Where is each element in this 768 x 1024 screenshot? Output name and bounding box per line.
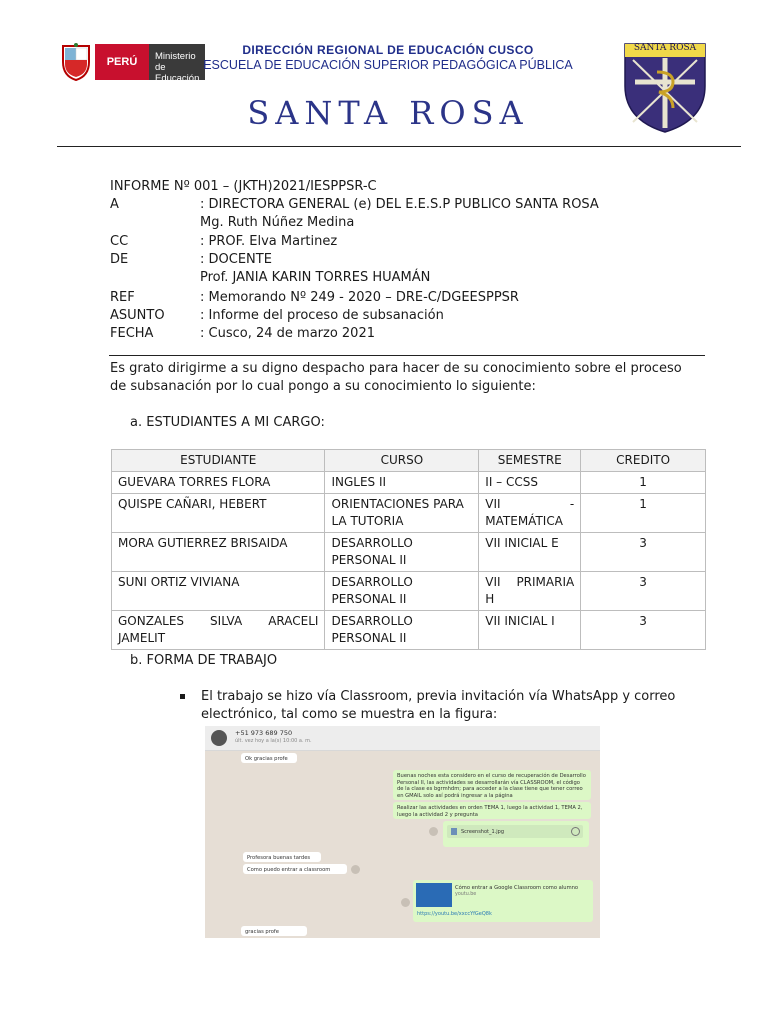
- meta-label-ref: REF: [110, 290, 135, 305]
- intro-line-2: de subsanación por lo cual pongo a su conocimiento lo siguiente:: [110, 379, 536, 394]
- cell-course: DESARROLLO PERSONAL II: [325, 572, 479, 611]
- cell-course: ORIENTACIONES PARA LA TUTORIA: [325, 494, 479, 533]
- link-message: [413, 880, 593, 922]
- message-out: Buenas noches esta considero en el curso de recuperación de Desarrollo Personal II, las actividades se desarrollarán vía CLASSROOM, el código de la clase es bgrmhdm; para acceder a la clase tiene que tener correo en GMAIL solo así podrá ingresar a la página: [393, 770, 591, 800]
- regional-direction-title: DIRECCIÓN REGIONAL DE EDUCACIÓN CUSCO: [242, 43, 534, 57]
- bullet-line-2: electrónico, tal como se muestra en la figura:: [201, 707, 498, 722]
- last-seen: últ. vez hoy a la(s) 10:00 a. m.: [235, 738, 312, 744]
- peru-coat-of-arms-icon: [59, 42, 93, 82]
- meta-label-fecha: FECHA: [110, 326, 154, 341]
- cell-student: SUNI ORTIZ VIVIANA: [112, 572, 325, 611]
- cell-student: QUISPE CAÑARI, HEBERT: [112, 494, 325, 533]
- message-in: Ok gracias profe: [241, 753, 297, 763]
- cell-semester: VII INICIAL E: [479, 533, 581, 572]
- ministry-label: Ministerio de Educación: [149, 44, 205, 80]
- school-type-title: ESCUELA DE EDUCACIÓN SUPERIOR PEDAGÓGICA PÚBLICA: [203, 58, 573, 72]
- table-row: [112, 472, 706, 494]
- bullet-square-icon: [180, 694, 185, 699]
- whatsapp-screenshot: [205, 726, 600, 938]
- table-row: [112, 494, 706, 533]
- cell-semester: VII - MATEMÁTICA: [479, 494, 581, 533]
- meta-value-cc: : PROF. Elva Martinez: [200, 234, 338, 249]
- link-source: youtu.be: [455, 892, 477, 897]
- meta-label-de: DE: [110, 252, 129, 267]
- link-title: Cómo entrar a Google Classroom como alumno: [455, 885, 579, 891]
- cell-course: INGLES II: [325, 472, 479, 494]
- report-number: INFORME Nº 001 – (JKTH)2021/IESPPSR-C: [110, 179, 377, 194]
- school-name: SANTA ROSA: [247, 94, 529, 132]
- peru-ministry-logo: [59, 42, 205, 82]
- cell-credit: 3: [581, 533, 706, 572]
- col-header-student: ESTUDIANTE: [112, 450, 325, 472]
- cell-course: DESARROLLO PERSONAL II: [325, 533, 479, 572]
- forward-icon: [429, 827, 438, 836]
- cell-semester: VII INICIAL I: [479, 611, 581, 650]
- download-icon: [571, 827, 580, 836]
- link-thumbnail: [416, 883, 452, 907]
- intro-line-1: Es grato dirigirme a su digno despacho para hacer de su conocimiento sobre el proceso: [110, 361, 682, 376]
- contact-avatar: [211, 730, 227, 746]
- forward-icon: [401, 898, 410, 907]
- santa-rosa-crest: [623, 42, 707, 134]
- meta-value-asunto: : Informe del proceso de subsanación: [200, 308, 444, 323]
- peru-label: PERÚ: [95, 44, 149, 80]
- cell-student: MORA GUTIERREZ BRISAIDA: [112, 533, 325, 572]
- meta-label-cc: CC: [110, 234, 129, 249]
- file-icon: [451, 828, 457, 835]
- message-in: gracias profe: [241, 926, 307, 936]
- students-table: [111, 449, 706, 650]
- message-out: Realizar las actividades en orden TEMA 1, luego la actividad 1, TEMA 2, luego la actividad 2 y pregunta: [393, 802, 591, 819]
- chat-header: [205, 726, 600, 751]
- cell-credit: 3: [581, 611, 706, 650]
- meta-label-a: A: [110, 197, 119, 212]
- file-attachment: [447, 825, 583, 838]
- cell-credit: 1: [581, 494, 706, 533]
- bullet-line-1: El trabajo se hizo vía Classroom, previa invitación vía WhatsApp y correo: [201, 689, 676, 704]
- cell-credit: 3: [581, 572, 706, 611]
- cell-credit: 1: [581, 472, 706, 494]
- col-header-semester: SEMESTRE: [479, 450, 581, 472]
- col-header-credit: CREDITO: [581, 450, 706, 472]
- meta-value-de-name: Prof. JANIA KARIN TORRES HUAMÁN: [200, 270, 431, 285]
- table-row: [112, 572, 706, 611]
- meta-value-fecha: : Cusco, 24 de marzo 2021: [200, 326, 375, 341]
- file-message: [443, 821, 589, 847]
- cell-student: GONZALES SILVA ARACELI JAMELIT: [112, 611, 325, 650]
- message-in: Como puedo entrar a classroom: [243, 864, 347, 874]
- meta-value-ref: : Memorando Nº 249 - 2020 – DRE-C/DGEESPPSR: [200, 290, 519, 305]
- cell-semester: II – CCSS: [479, 472, 581, 494]
- col-header-course: CURSO: [325, 450, 479, 472]
- cell-semester: VII PRIMARIA H: [479, 572, 581, 611]
- cell-course: DESARROLLO PERSONAL II: [325, 611, 479, 650]
- santa-rosa-crest-icon: [623, 42, 707, 134]
- table-header-row: [112, 450, 706, 472]
- meta-label-asunto: ASUNTO: [110, 308, 165, 323]
- link-url: https://youtu.be/xxccYfGeQ8k: [417, 911, 492, 917]
- section-b-heading: b. FORMA DE TRABAJO: [130, 653, 278, 668]
- meta-value-de: : DOCENTE: [200, 252, 272, 267]
- table-row: [112, 533, 706, 572]
- section-a-heading: a. ESTUDIANTES A MI CARGO:: [130, 415, 325, 430]
- crest-label: SANTA ROSA: [633, 43, 697, 53]
- meta-value-a: : DIRECTORA GENERAL (e) DEL E.E.S.P PUBLICO SANTA ROSA: [200, 197, 599, 212]
- cell-student: GUEVARA TORRES FLORA: [112, 472, 325, 494]
- meta-divider: [109, 355, 705, 356]
- forward-icon: [351, 865, 360, 874]
- message-in: Profesora buenas tardes: [243, 852, 321, 862]
- file-name: Screenshot_1.jpg: [461, 829, 504, 835]
- table-row: [112, 611, 706, 650]
- meta-value-a-name: Mg. Ruth Núñez Medina: [200, 215, 355, 230]
- contact-number: +51 973 689 750: [235, 729, 293, 737]
- header-divider: [57, 146, 741, 147]
